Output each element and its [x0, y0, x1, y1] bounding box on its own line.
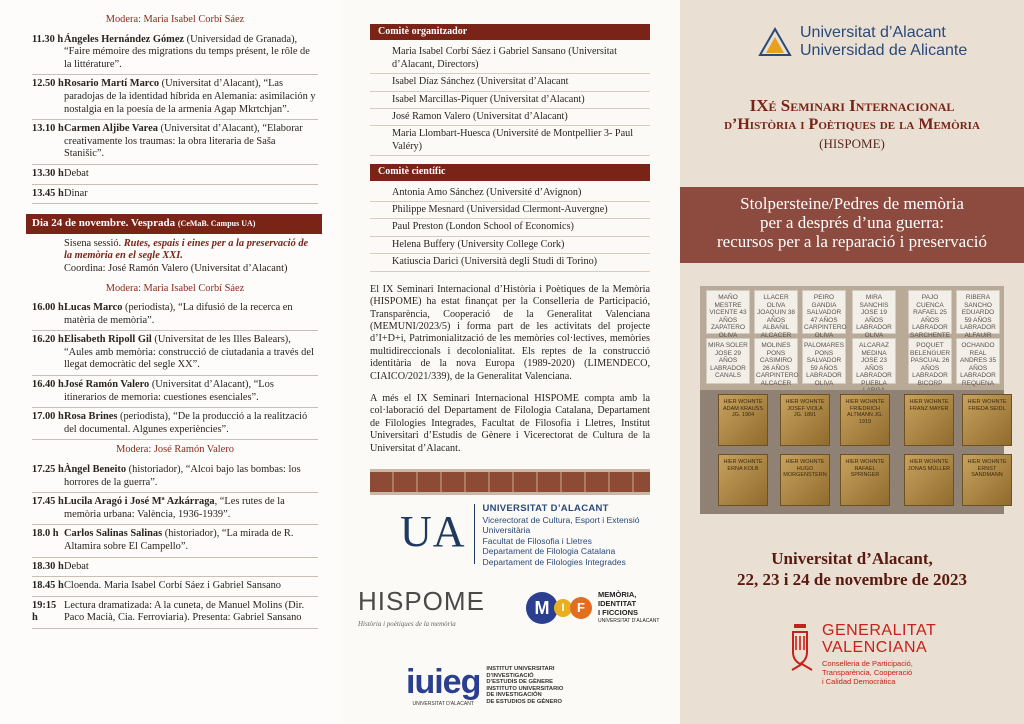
slot-time: 18.0 h: [32, 528, 59, 540]
committee-member: Maria Isabel Corbí Sáez i Gabriel Sansano (Universitat d’Alacant, Directors): [370, 44, 650, 74]
venue-dates: [680, 548, 1024, 590]
slot-time: 18.45 h: [32, 580, 64, 592]
program-slot: [32, 408, 318, 440]
program-slot: [32, 120, 318, 165]
brass-memorial-stone: HIER WOHNTE HUGO MORGENSTERN: [780, 454, 830, 506]
slot-text: (periodista), “La difusió de la recerca en matèria de memòria”.: [64, 302, 293, 326]
dates: 22, 23 i 24 de novembre de 2023: [736, 570, 968, 589]
slot-text: Cloenda. Maria Isabel Corbí Sáez i Gabriel Sansano: [64, 580, 281, 592]
program-slot: [32, 299, 318, 331]
ua-logo-mark: UA: [400, 507, 466, 556]
banner-line-3: recursos per a la reparació i preservació: [717, 232, 987, 251]
collaboration-paragraph: A més el IX Seminari Internacional HISPOME compta amb la col·laboració del Departament de Filologia Catalana, Departament de Filologies Integrades, Facultat de Filosofia i Lletres, Institut Universitari d’Estudis de Gènere i Vicerectorat de Cultura de la Universitat d’Alacant.: [370, 392, 650, 454]
moderator-label: Modera: Maria Isabel Corbí Sáez: [105, 282, 245, 294]
hispome-subtitle: Història i poètiques de la memòria: [358, 620, 456, 628]
slot-time: 16.20 h: [32, 334, 64, 346]
speaker-name: Elisabeth Ripoll Gil: [64, 334, 152, 346]
day-header-title: Dia 24 de novembre. Vesprada: [32, 217, 176, 230]
slot-description: [64, 168, 318, 181]
program-slots-afternoon-2: [32, 461, 318, 629]
banner-line-2: per a després d’una guerra:: [759, 213, 945, 232]
day-header: [26, 214, 322, 234]
slot-description: [64, 334, 318, 372]
slot-description: [64, 302, 318, 327]
slot-text: Debat: [64, 167, 89, 179]
slot-description: [64, 188, 318, 201]
brass-memorial-stone: HIER WOHNTE FRIEDRICH ALTMANN JG. 1919: [840, 394, 890, 446]
scientific-committee-list: [370, 185, 650, 272]
banner-line-1: Stolpersteine/Pedres de memòria: [740, 194, 964, 213]
iuieg-logo: iuieg UNIVERSITAT D’ALACANT INSTITUT UNIVERSITARI D’INVESTIGACIÓ D’ESTUDIS DE GÈNERE INSTITUTO UNIVERSITARIO DE INVESTIGACIÓN DE ESTUDIOS DE GÉNERO: [406, 666, 563, 710]
slot-text: Lectura dramatizada: A la cuneta, de Manuel Molins (Dir. Paco Macià, Cia. Ferroviaria). Presenta: Gabriel Sansano: [64, 599, 305, 624]
slot-text: (Universitat d’Alacant), “Elaborar creativamente los traumas: la obra literaria de Saša Stanišic”.: [64, 123, 303, 160]
slot-time: 16.00 h: [32, 302, 64, 314]
slot-description: [64, 34, 318, 72]
program-slots-afternoon-1: [32, 299, 318, 440]
memorial-stone: POQUET BELENGUER PASCUAL 26 AÑOS LABRADOR BICORP: [908, 338, 952, 384]
program-slot: [32, 461, 318, 493]
committee-member: Paul Preston (London School of Economics): [370, 219, 650, 236]
brass-memorial-stone: HIER WOHNTE FRIEDA SEIDL: [962, 394, 1012, 446]
day-header-venue: (CeMaB. Campus UA): [177, 219, 256, 229]
slot-text: (Universidad de Granada), “Faire mémoire des migrations du temps présent, le rôle de la littérature”.: [64, 33, 310, 70]
slot-time: 17.00 h: [32, 411, 64, 423]
brick-wall-image: [370, 469, 650, 495]
memorial-stone: PEIRO GANDIA SALVADOR 47 AÑOS CARPINTERO OLIVA: [802, 290, 846, 334]
slot-text: , “Les rutes de la memòria urbana: València, 1936-1939”.: [64, 496, 285, 520]
speaker-name: Àngel Beneito: [64, 464, 127, 476]
slot-description: [64, 528, 318, 553]
committee-member: Isabel Díaz Sánchez (Universitat d’Alacant: [370, 74, 650, 91]
speaker-name: José Ramón Valero: [64, 379, 150, 391]
committee-member: José Ramon Valero (Universitat d’Alacant): [370, 109, 650, 126]
moderator-label: Modera: José Ramón Valero: [116, 444, 234, 456]
generalitat-emblem-icon: [790, 622, 816, 678]
cover-column: [680, 0, 1024, 724]
organizing-committee-header: Comitè organitzador: [370, 24, 650, 40]
session-info: [32, 238, 318, 279]
committee-member: Philippe Mesnard (Universidad Clermont-Auvergne): [370, 202, 650, 219]
memorial-stone: MAÑO MESTRE VICENTE 43 AÑOS ZAPATERO OLIVA: [706, 290, 750, 334]
generalitat-text: GENERALITAT VALENCIANA Conselleria de Participació, Transparència, Cooperació i Calidad Democràtica: [822, 622, 937, 686]
committee-member: Antonia Amo Sánchez (Université d’Avignon): [370, 185, 650, 202]
slot-text: (Universitat de les Illes Balears), “Aules amb memòria: construcció de ciutadania a través del llegat democràtic del segle XX”.: [64, 334, 314, 371]
mif-logo: M I F MEMÒRIA, IDENTITAT I FICCIONS UNIVERSITAT D’ALACANT: [526, 590, 659, 626]
speaker-name: Carmen Aljibe Varea: [64, 123, 158, 135]
seminar-title: IXé Seminari Internacional d’Història i Poètiques de la Memòria (HISPOME): [724, 96, 980, 151]
slot-text: (periodista), “De la producció a la realització del documental. Algunes experiències”.: [64, 411, 308, 435]
slot-text: Dinar: [64, 187, 88, 199]
program-slot: [32, 75, 318, 120]
slot-text: (Universitat d’Alacant), “Las paradojas de la identidad híbrida en Alemania: asimilación y nostalgia en la poesía de la armenia Agap Mkrtchjan”.: [64, 78, 316, 115]
session-coordinator: Coordina: José Ramón Valero (Universitat d’Alacant): [64, 262, 288, 274]
committee-member: Katiuscia Darici (Università degli Studi di Torino): [370, 254, 650, 271]
slot-description: [64, 411, 318, 436]
brass-memorial-stone: HIER WOHNTE FRANZ MAYER: [904, 394, 954, 446]
session-intro: Sisena sessió.: [64, 237, 124, 249]
memorial-stone: RIBERA SANCHO EDUARDO 59 AÑOS LABRADOR ALFAUIR: [956, 290, 1000, 334]
slot-text: Debat: [64, 560, 89, 572]
university-logo: [758, 24, 967, 60]
slot-description: [64, 464, 318, 489]
slot-description: [64, 123, 318, 161]
slot-time: 17.45 h: [32, 496, 64, 508]
session-title: Rutes, espais i eines per a la preservació de la memòria en el segle XXI.: [64, 237, 309, 262]
memorial-stone: MIRA SOLER JOSE 29 AÑOS LABRADOR CANALS: [706, 338, 750, 384]
slot-text: (historiador), “Alcoi bajo las bombas: los horrores de la guerra”.: [64, 464, 301, 488]
slot-time: 17.25 h: [32, 464, 64, 476]
slot-time: 13.10 h: [32, 123, 64, 135]
memorial-stone: LLACER OLIVA JOAQUIN 38 AÑOS ALBAÑIL ALCACER: [754, 290, 798, 334]
memorial-stone: PALOMARES PONS SALVADOR 59 AÑOS LABRADOR OLIVA: [802, 338, 846, 384]
scientific-committee-header: Comitè científic: [370, 164, 650, 180]
brass-stones-photo: [700, 390, 1007, 514]
speaker-name: Lucila Aragó i José Mª Azkárraga: [64, 496, 215, 508]
mif-logo-text: MEMÒRIA, IDENTITAT I FICCIONS UNIVERSITAT D’ALACANT: [598, 590, 660, 624]
program-slot: [32, 577, 318, 597]
memorial-stone: MOLINES PONS CASIMIRO 26 AÑOS CARPINTERO ALCACER: [754, 338, 798, 384]
generalitat-logo: [790, 622, 936, 686]
committee-member: Isabel Marcillas-Piquer (Universitat d’Alacant): [370, 92, 650, 109]
program-slot: [32, 597, 318, 629]
speaker-name: Ángeles Hernández Gómez: [64, 33, 185, 45]
slot-time: 12.50 h: [32, 78, 64, 90]
university-emblem-icon: [758, 27, 792, 57]
brass-memorial-stone: HIER WOHNTE JOSEF VIOLA JG. 1891: [780, 394, 830, 446]
slot-time: 19:15 h: [32, 599, 57, 624]
slot-description: [64, 496, 318, 521]
ua-logo: [400, 504, 680, 567]
program-slot: [32, 376, 318, 408]
program-column: [0, 0, 340, 724]
brass-memorial-stone: HIER WOHNTE JONAS MÜLLER: [904, 454, 954, 506]
memorial-stones-photo: [700, 286, 1004, 390]
program-slot: [32, 165, 318, 185]
brass-memorial-stone: HIER WOHNTE ERNST SANDMANN: [962, 454, 1012, 506]
speaker-name: Carlos Salinas Salinas: [64, 528, 163, 540]
speaker-name: Rosario Martí Marco: [64, 78, 160, 90]
committee-member: Maria Llombart-Huesca (Université de Montpellier 3- Paul Valéry): [370, 126, 650, 156]
slot-time: 16.40 h: [32, 379, 64, 391]
brass-memorial-stone: HIER WOHNTE ADAM KRAUSS JG. 1904: [718, 394, 768, 446]
slot-text: (Universitat d’Alacant), “Los itinerarios de memoria: cuestiones esenciales”.: [64, 379, 274, 403]
slot-text: (historiador), “La mirada de R. Altamira sobre El Campello”.: [64, 528, 294, 552]
speaker-name: Lucas Marco: [64, 302, 123, 314]
program-slot: [32, 493, 318, 525]
slot-time: 11.30 h: [32, 33, 64, 45]
slot-time: 18.30 h: [32, 560, 64, 572]
iuieg-logo-mark: iuieg: [406, 663, 481, 701]
speaker-name: Rosa Brines: [64, 411, 118, 423]
organizing-committee-list: [370, 44, 650, 156]
brass-memorial-stone: HIER WOHNTE RAFAEL SPRINGER: [840, 454, 890, 506]
info-column: [340, 0, 680, 724]
ua-logo-text: UNIVERSITAT D’ALACANT Vicerectorat de Cultura, Esport i Extensió Universitària Facultat de Filosofia i Lletres Departament de Filologia Catalana Departament de Filologies Integrades: [482, 503, 640, 567]
iuieg-logo-text: INSTITUT UNIVERSITARI D’INVESTIGACIÓ D’ESTUDIS DE GÈNERE INSTITUTO UNIVERSITARIO DE INVESTIGACIÓN DE ESTUDIOS DE GÉNERO: [486, 666, 564, 705]
program-slots-morning: [32, 31, 318, 205]
topic-banner: [680, 187, 1024, 263]
memorial-stone: OCHANDO REAL ANDRES 35 AÑOS LABRADOR REQUENA: [956, 338, 1000, 384]
slot-time: 13.30 h: [32, 167, 64, 179]
slot-description: [64, 580, 318, 593]
funding-paragraph: El IX Seminari Internacional d’Història i Poètiques de la Memòria (HISPOME) ha estat finançat per la Conselleria de Participació, Transparència, Cooperació de la Generalitat Valenciana (MEMUNI/2023/5) i forma part de les activitats del projecte d’I+D+i, Patrimonialització de les memòries col·lectives, memòries multidireccionals i decolonialitat. Els reptes de la construcció identitària de la nova Europa (1989-2020) (LIMENDECO, CIAICO/2021/339), de la Generalitat Valenciana.: [370, 283, 650, 382]
program-slot: [32, 558, 318, 578]
committee-member: Helena Buffery (University College Cork): [370, 237, 650, 254]
hispome-logo-mark: HISPOME: [358, 586, 485, 616]
memorial-stone: ALCARAZ MEDINA JOSE 23 AÑOS LABRADOR PUEBLA: [852, 338, 896, 384]
slot-description: [64, 78, 318, 116]
moderator-label: Modera: Maria Isabel Corbí Sáez: [105, 14, 245, 25]
slot-time: 13.45 h: [32, 187, 64, 199]
university-name: Universitat d’Alacant Universidad de Alicante: [800, 24, 968, 59]
slot-description: [64, 379, 318, 404]
hispome-logo: [358, 584, 508, 630]
program-slot: [32, 525, 318, 557]
memorial-stone: MIRA SANCHIS JOSE 19 AÑOS LABRADOR OLIVA: [852, 290, 896, 334]
memorial-stone: PAJO CUENCA RAFAEL 25 AÑOS LABRADOR SARCHENTE: [908, 290, 952, 334]
program-slot: [32, 31, 318, 76]
brass-memorial-stone: HIER WOHNTE ERNA KOLB: [718, 454, 768, 506]
slot-description: [64, 561, 318, 574]
program-slot: [32, 331, 318, 376]
program-slot: [32, 185, 318, 205]
slot-description: [64, 600, 318, 625]
venue: Universitat d’Alacant,: [771, 549, 933, 568]
